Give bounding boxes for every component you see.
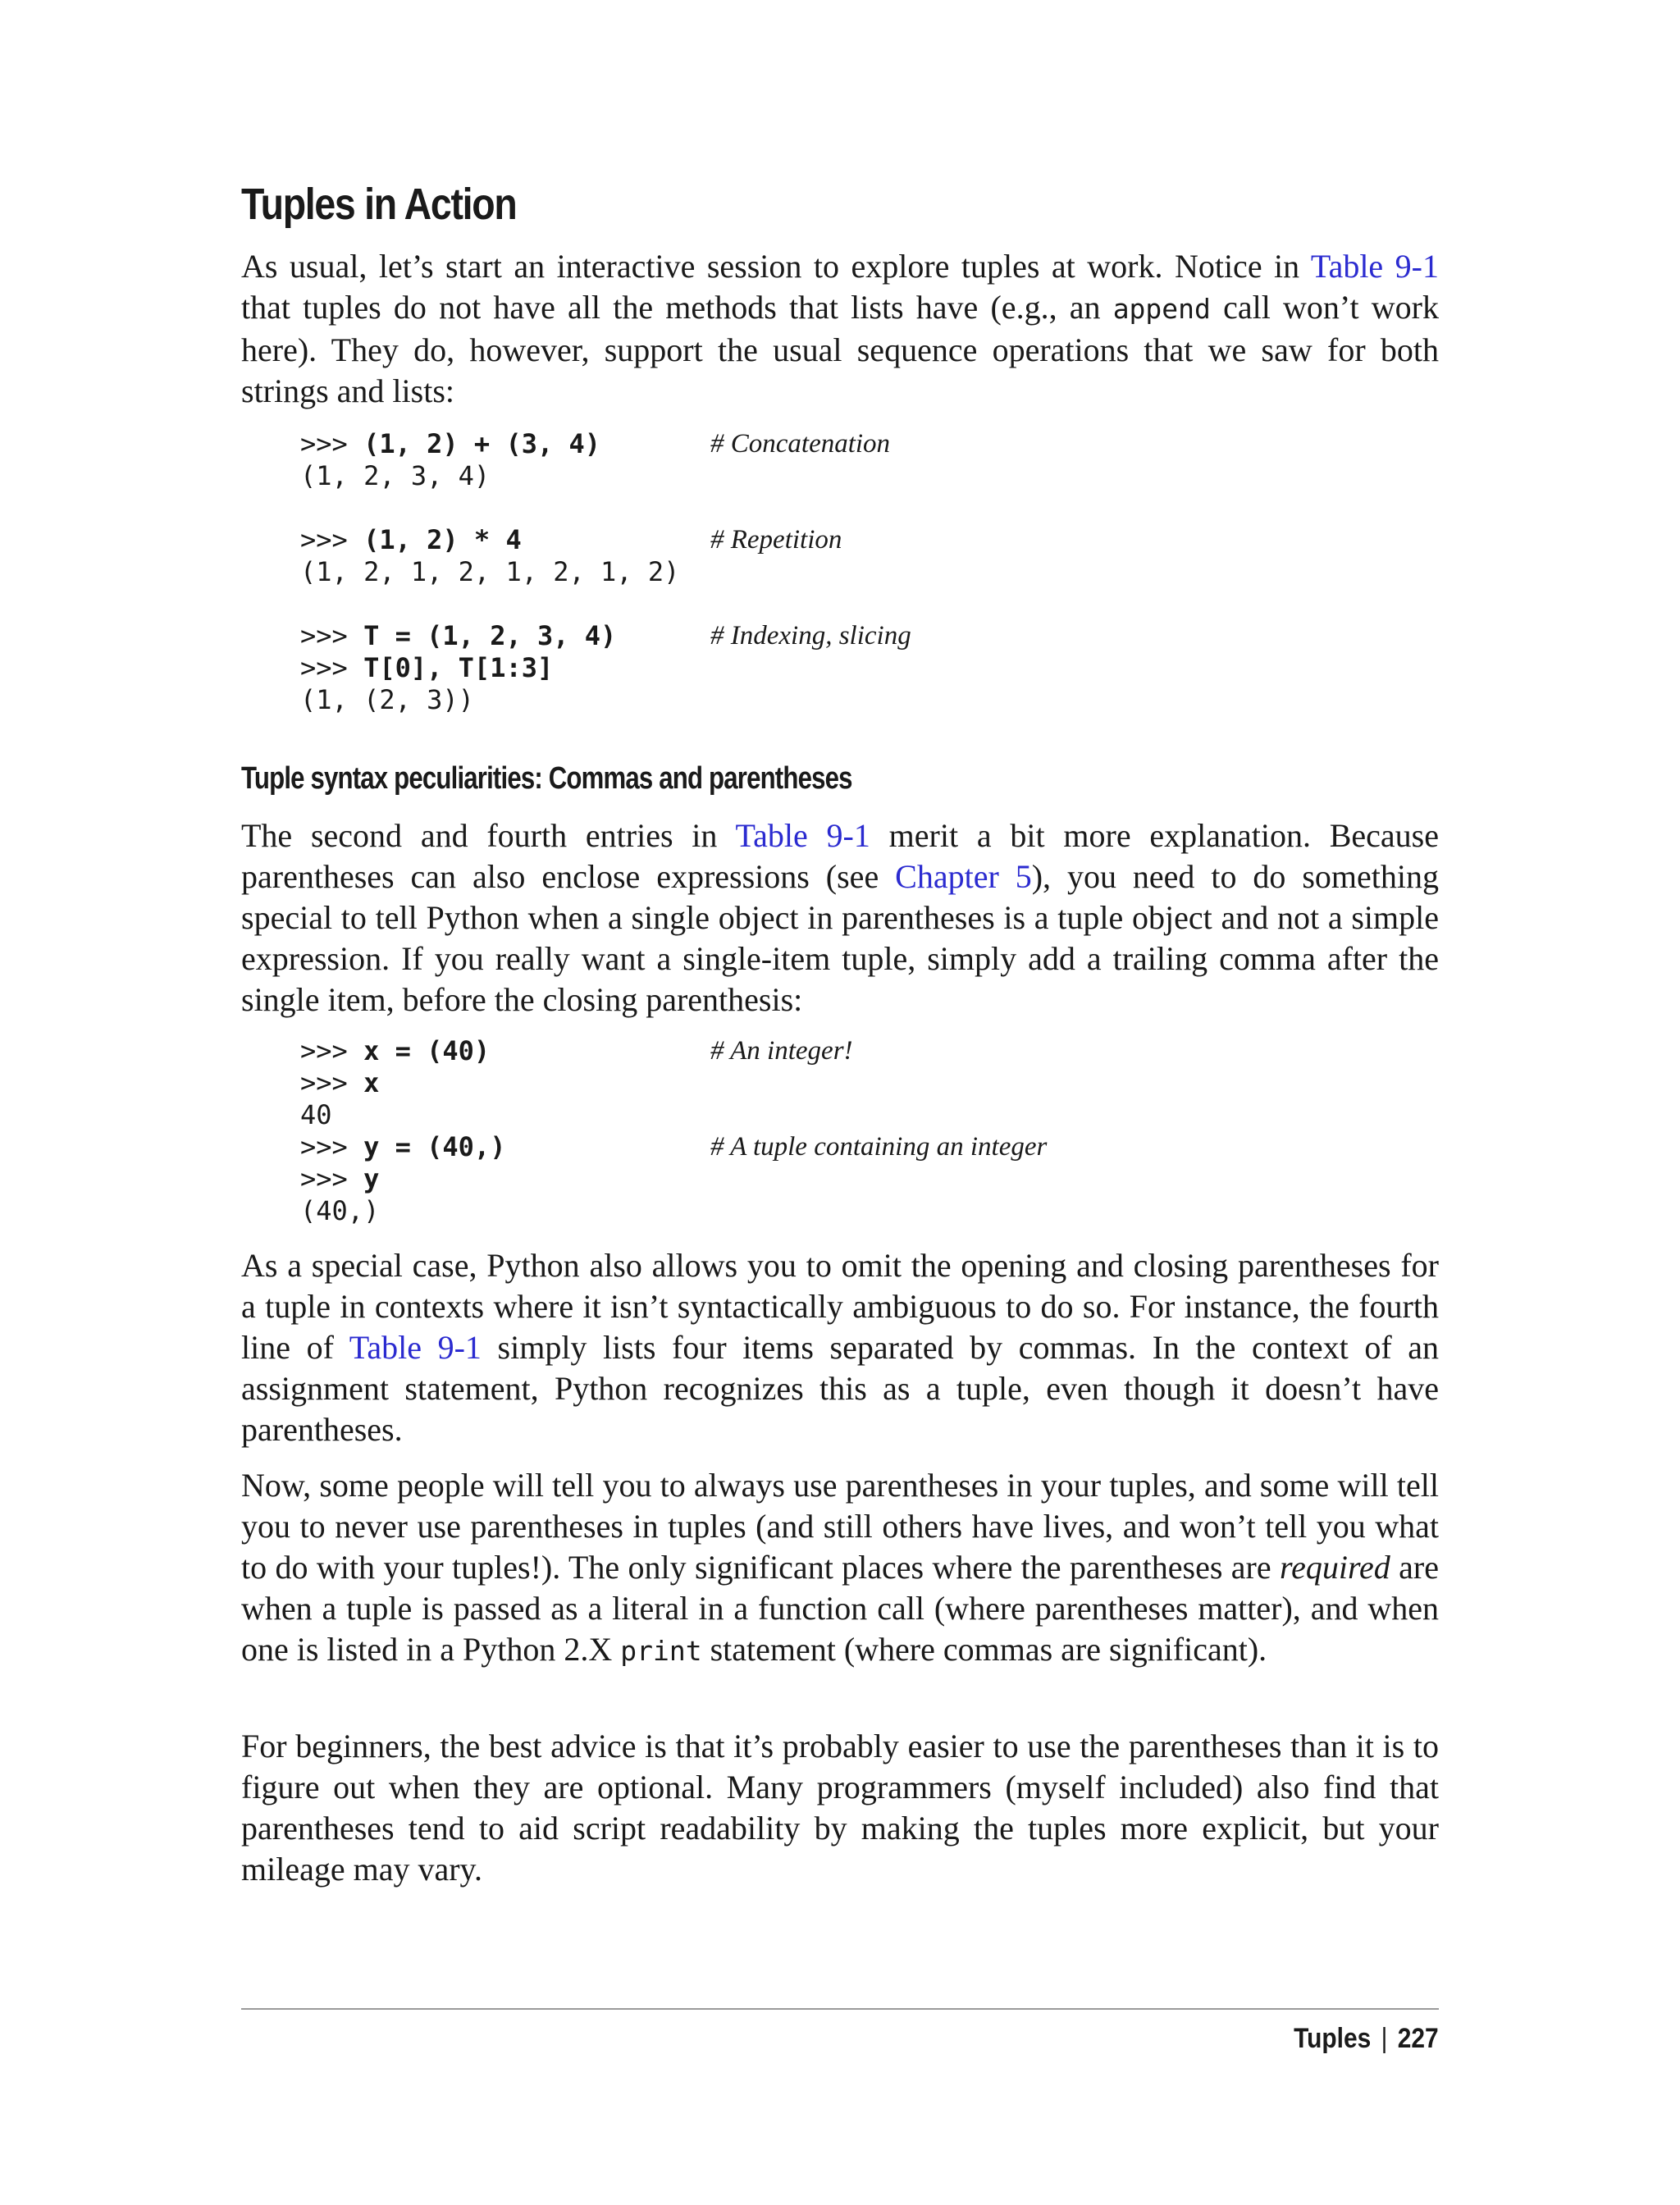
text-run: The second and fourth entries in bbox=[241, 817, 736, 854]
code-line bbox=[300, 1099, 1367, 1131]
code-command: x bbox=[363, 1067, 380, 1098]
page-number: 227 bbox=[1398, 2023, 1439, 2054]
emphasis-required: required bbox=[1280, 1549, 1390, 1586]
code-line bbox=[300, 428, 1367, 460]
code-prompt: >>> bbox=[300, 1131, 364, 1162]
code-blank-line bbox=[300, 588, 1367, 620]
paragraph-intro bbox=[241, 246, 1439, 412]
code-line bbox=[300, 684, 1367, 716]
code-line bbox=[300, 1195, 1367, 1227]
text-run: are when a tuple is passed as a literal in a function call (where parentheses matter), and when one is listed in a Python 2.X bbox=[241, 1549, 1440, 1668]
code-line bbox=[300, 1131, 1367, 1163]
code-prompt: >>> bbox=[300, 620, 364, 651]
table-9-1-link[interactable]: Table 9-1 bbox=[349, 1329, 482, 1366]
code-command: (1, 2) * 4 bbox=[363, 524, 522, 555]
chapter-5-link[interactable]: Chapter 5 bbox=[895, 858, 1032, 895]
code-output: (1, 2, 1, 2, 1, 2, 1, 2) bbox=[300, 556, 680, 587]
text-run: that tuples do not have all the methods that lists have (e.g., an bbox=[241, 289, 1113, 326]
code-comment: # An integer! bbox=[710, 1036, 853, 1066]
text-run: simply lists four items separated by commas. In the context of an assignment statement, Python recognizes this as a tuple, even though it doesn’t have parentheses. bbox=[241, 1329, 1439, 1448]
code-line bbox=[300, 460, 1367, 492]
paragraph-special-case bbox=[241, 1245, 1439, 1450]
code-line bbox=[300, 1067, 1367, 1099]
table-9-1-link[interactable]: Table 9-1 bbox=[1310, 248, 1439, 285]
text-run: As a special case, Python also allows you to omit the opening and closing parentheses for a tuple in contexts where it isn’t syntactically ambiguous to do so. For instance, the fourth line of bbox=[241, 1247, 1439, 1366]
text-run: call won’t work here). They do, however, support the usual sequence operations that we saw for both strings and lists: bbox=[241, 289, 1439, 409]
code-command: x = (40) bbox=[363, 1035, 491, 1066]
code-line bbox=[300, 1163, 1367, 1195]
code-line bbox=[300, 556, 1367, 588]
footer-chapter-title: Tuples bbox=[1294, 2023, 1372, 2054]
code-line bbox=[300, 1035, 1367, 1067]
code-line bbox=[300, 620, 1367, 652]
subsection-title: Tuple syntax peculiarities: Commas and parentheses bbox=[241, 761, 852, 796]
paragraph-syntax bbox=[241, 815, 1439, 1020]
footer-rule bbox=[241, 2008, 1439, 2010]
text-run: As usual, let’s start an interactive session to explore tuples at work. Notice in bbox=[241, 248, 1311, 285]
code-comment: # Indexing, slicing bbox=[710, 621, 911, 651]
table-9-1-link[interactable]: Table 9-1 bbox=[735, 817, 870, 854]
code-command: y bbox=[363, 1163, 380, 1194]
inline-code-append: append bbox=[1112, 293, 1211, 325]
text-run: statement (where commas are significant). bbox=[701, 1631, 1267, 1668]
code-block-tuple-operations bbox=[300, 428, 1367, 716]
paragraph-beginners bbox=[241, 1726, 1439, 1890]
code-prompt: >>> bbox=[300, 1035, 364, 1066]
text-run: For beginners, the best advice is that it’s probably easier to use the parentheses than it is to figure out when they are optional. Many programmers (myself included) also find that parentheses tend to aid script readability by making the tuples more explicit, but your mileage may vary. bbox=[241, 1728, 1439, 1888]
code-output: 40 bbox=[300, 1099, 332, 1130]
code-line bbox=[300, 524, 1367, 556]
inline-code-print: print bbox=[620, 1635, 702, 1667]
code-prompt: >>> bbox=[300, 1163, 364, 1194]
code-blank-line bbox=[300, 492, 1367, 524]
code-command: y = (40,) bbox=[363, 1131, 506, 1162]
paragraph-parentheses-advice bbox=[241, 1465, 1439, 1672]
code-command: T[0], T[1:3] bbox=[363, 652, 554, 683]
code-output: (40,) bbox=[300, 1195, 380, 1226]
code-prompt: >>> bbox=[300, 1067, 364, 1098]
code-prompt: >>> bbox=[300, 428, 364, 459]
code-command: T = (1, 2, 3, 4) bbox=[363, 620, 617, 651]
code-line bbox=[300, 652, 1367, 684]
code-output: (1, 2, 3, 4) bbox=[300, 460, 491, 491]
code-prompt: >>> bbox=[300, 524, 364, 555]
code-output: (1, (2, 3)) bbox=[300, 684, 474, 715]
page-footer bbox=[1294, 2023, 1439, 2055]
code-comment: # Repetition bbox=[710, 525, 842, 555]
code-prompt: >>> bbox=[300, 652, 364, 683]
code-block-single-item-tuple bbox=[300, 1035, 1367, 1227]
text-run: merit a bit more explanation. Because parentheses can also enclose expressions (see bbox=[241, 817, 1439, 895]
footer-separator: | bbox=[1381, 2023, 1388, 2054]
code-comment: # A tuple containing an integer bbox=[710, 1132, 1048, 1162]
code-command: (1, 2) + (3, 4) bbox=[363, 428, 601, 459]
text-run: Now, some people will tell you to always use parentheses in your tuples, and some will tell you to never use parentheses in tuples (and still others have lives, and won’t tell you what to do with your tuples!). The only significant places where the parentheses are bbox=[241, 1467, 1439, 1586]
section-title: Tuples in Action bbox=[241, 180, 517, 229]
code-comment: # Concatenation bbox=[710, 429, 891, 459]
text-run: ), you need to do something special to tell Python when a single object in parentheses is a tuple object and not a simple expression. If you really want a single-item tuple, simply add a trailing comma after the single item, before the closing parenthesis: bbox=[241, 858, 1439, 1018]
